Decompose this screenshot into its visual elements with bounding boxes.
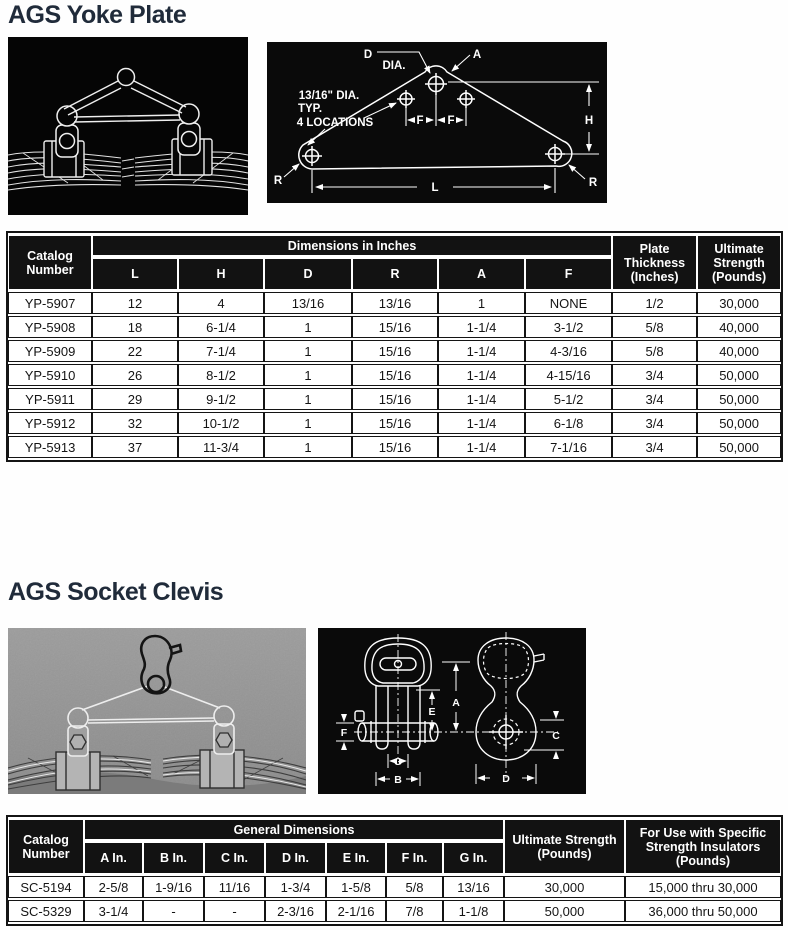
value-cell: 30,000 — [697, 292, 781, 314]
value-cell: 1-1/4 — [438, 364, 525, 386]
yoke-plate-photo — [8, 37, 248, 215]
value-cell: 6-1/8 — [525, 412, 612, 434]
catalog-number-cell: YP-5909 — [8, 340, 92, 362]
dim-label-a: A — [452, 697, 460, 709]
dim-label-l: L — [431, 182, 439, 194]
value-cell: 3-1/4 — [84, 900, 143, 922]
yoke-plate-title: AGS Yoke Plate — [8, 1, 187, 29]
socket-clevis-table-body — [8, 876, 781, 922]
table-row — [8, 292, 781, 314]
value-cell: 5/8 — [612, 316, 697, 338]
value-cell: 1-1/4 — [438, 340, 525, 362]
value-cell: 40,000 — [697, 340, 781, 362]
value-cell: 1/2 — [612, 292, 697, 314]
socket-clevis-photo — [8, 628, 306, 794]
table-row — [8, 876, 781, 898]
value-cell: - — [143, 900, 204, 922]
value-cell: 10-1/2 — [178, 412, 264, 434]
header-dim-a: A — [438, 258, 525, 290]
header-dim-d: D — [264, 258, 352, 290]
value-cell: 1-1/4 — [438, 388, 525, 410]
value-cell: - — [204, 900, 265, 922]
value-cell: 12 — [92, 292, 178, 314]
socket-clevis-photo-art — [8, 628, 306, 794]
value-cell: 2-5/8 — [84, 876, 143, 898]
value-cell: 11/16 — [204, 876, 265, 898]
value-cell: 3/4 — [612, 412, 697, 434]
value-cell: 32 — [92, 412, 178, 434]
value-cell: 13/16 — [443, 876, 504, 898]
header-ultimate-strength: Ultimate Strength (Pounds) — [504, 819, 625, 874]
value-cell: 1-1/4 — [438, 436, 525, 458]
value-cell: 29 — [92, 388, 178, 410]
socket-clevis-diagram — [318, 628, 586, 794]
yoke-plate-table-body — [8, 292, 781, 458]
value-cell: 3/4 — [612, 364, 697, 386]
table-row — [8, 340, 781, 362]
header-dim-f: F In. — [386, 842, 443, 874]
value-cell: 1 — [264, 364, 352, 386]
socket-clevis-table-wrap — [6, 815, 783, 926]
value-cell: 15/16 — [352, 364, 438, 386]
value-cell: 4-3/16 — [525, 340, 612, 362]
value-cell: 1-9/16 — [143, 876, 204, 898]
dim-label-d: D — [363, 49, 373, 61]
value-cell: 8-1/2 — [178, 364, 264, 386]
value-cell: 50,000 — [697, 388, 781, 410]
value-cell: 1 — [264, 388, 352, 410]
value-cell: 1 — [264, 340, 352, 362]
socket-clevis-table — [8, 817, 781, 924]
dim-label-a: A — [472, 49, 482, 61]
dim-label-c: C — [552, 730, 560, 742]
header-general-dimensions-group: General Dimensions — [84, 819, 504, 840]
value-cell: 15/16 — [352, 316, 438, 338]
header-dim-c: C In. — [204, 842, 265, 874]
catalog-number-cell: YP-5913 — [8, 436, 92, 458]
table-row — [8, 412, 781, 434]
yoke-plate-table-wrap — [6, 231, 783, 462]
value-cell: 9-1/2 — [178, 388, 264, 410]
value-cell: 1 — [264, 412, 352, 434]
value-cell: 6-1/4 — [178, 316, 264, 338]
value-cell: 30,000 — [504, 876, 625, 898]
value-cell: 5/8 — [612, 340, 697, 362]
yoke-plate-table — [8, 233, 781, 460]
dim-label-d: D — [502, 773, 510, 785]
table-row — [8, 436, 781, 458]
value-cell: NONE — [525, 292, 612, 314]
value-cell: 7-1/16 — [525, 436, 612, 458]
header-dim-h: H — [178, 258, 264, 290]
value-cell: 3-1/2 — [525, 316, 612, 338]
catalog-number-cell: SC-5194 — [8, 876, 84, 898]
table-row — [8, 316, 781, 338]
value-cell: 2-1/16 — [326, 900, 386, 922]
yoke-plate-diagram — [267, 42, 607, 203]
yoke-plate-diagram-art — [267, 42, 607, 203]
header-dimensions-group: Dimensions in Inches — [92, 235, 612, 256]
value-cell: 36,000 thru 50,000 — [625, 900, 781, 922]
value-cell: 15/16 — [352, 388, 438, 410]
table-row — [8, 364, 781, 386]
catalog-number-cell: YP-5907 — [8, 292, 92, 314]
value-cell: 1-5/8 — [326, 876, 386, 898]
table-row — [8, 900, 781, 922]
value-cell: 3/4 — [612, 388, 697, 410]
value-cell: 1-1/4 — [438, 316, 525, 338]
value-cell: 15/16 — [352, 436, 438, 458]
dim-label-g: G — [393, 756, 403, 768]
value-cell: 5-1/2 — [525, 388, 612, 410]
header-dim-f: F — [525, 258, 612, 290]
catalog-number-cell: SC-5329 — [8, 900, 84, 922]
dim-label-b: B — [394, 774, 402, 786]
value-cell: 15/16 — [352, 340, 438, 362]
value-cell: 1 — [264, 436, 352, 458]
value-cell: 4 — [178, 292, 264, 314]
catalog-number-cell: YP-5908 — [8, 316, 92, 338]
value-cell: 1-1/8 — [443, 900, 504, 922]
value-cell: 11-3/4 — [178, 436, 264, 458]
header-dim-e: E In. — [326, 842, 386, 874]
value-cell: 1 — [438, 292, 525, 314]
socket-clevis-title: AGS Socket Clevis — [8, 578, 224, 606]
value-cell: 15,000 thru 30,000 — [625, 876, 781, 898]
hole-note-line1: 13/16" DIA. — [298, 90, 360, 102]
header-catalog-number: Catalog Number — [8, 235, 92, 290]
value-cell: 5/8 — [386, 876, 443, 898]
value-cell: 7/8 — [386, 900, 443, 922]
value-cell: 18 — [92, 316, 178, 338]
header-dim-a: A In. — [84, 842, 143, 874]
value-cell: 26 — [92, 364, 178, 386]
value-cell: 2-3/16 — [265, 900, 326, 922]
value-cell: 13/16 — [352, 292, 438, 314]
catalog-number-cell: YP-5911 — [8, 388, 92, 410]
catalog-number-cell: YP-5910 — [8, 364, 92, 386]
header-dim-d: D In. — [265, 842, 326, 874]
value-cell: 13/16 — [264, 292, 352, 314]
value-cell: 1 — [264, 316, 352, 338]
dim-label-f2: F — [447, 115, 455, 127]
header-plate-thickness: Plate Thickness (Inches) — [612, 235, 697, 290]
header-dim-g: G In. — [443, 842, 504, 874]
value-cell: 50,000 — [697, 412, 781, 434]
dim-label-e: E — [428, 706, 436, 718]
value-cell: 22 — [92, 340, 178, 362]
value-cell: 15/16 — [352, 412, 438, 434]
value-cell: 50,000 — [504, 900, 625, 922]
value-cell: 50,000 — [697, 364, 781, 386]
header-ultimate-strength: Ultimate Strength (Pounds) — [697, 235, 781, 290]
value-cell: 4-15/16 — [525, 364, 612, 386]
dim-label-r-right: R — [588, 177, 598, 189]
header-dim-b: B In. — [143, 842, 204, 874]
header-insulators: For Use with Specific Strength Insulators (Pounds) — [625, 819, 781, 874]
hole-note-line2: TYP. — [297, 103, 323, 115]
header-dim-l: L — [92, 258, 178, 290]
header-dim-r: R — [352, 258, 438, 290]
value-cell: 1-1/4 — [438, 412, 525, 434]
socket-clevis-diagram-art — [318, 628, 586, 794]
value-cell: 40,000 — [697, 316, 781, 338]
value-cell: 1-3/4 — [265, 876, 326, 898]
dim-label-dia: DIA. — [382, 60, 406, 72]
value-cell: 3/4 — [612, 436, 697, 458]
value-cell: 37 — [92, 436, 178, 458]
dim-label-f: F — [340, 727, 348, 739]
hole-note-line3: 4 LOCATIONS — [296, 117, 374, 129]
value-cell: 50,000 — [697, 436, 781, 458]
dim-label-r-left: R — [273, 175, 283, 187]
table-row — [8, 388, 781, 410]
dim-label-f1: F — [416, 115, 424, 127]
dim-label-h: H — [584, 115, 594, 127]
catalog-number-cell: YP-5912 — [8, 412, 92, 434]
yoke-plate-photo-art — [8, 37, 248, 215]
value-cell: 7-1/4 — [178, 340, 264, 362]
header-catalog-number: Catalog Number — [8, 819, 84, 874]
